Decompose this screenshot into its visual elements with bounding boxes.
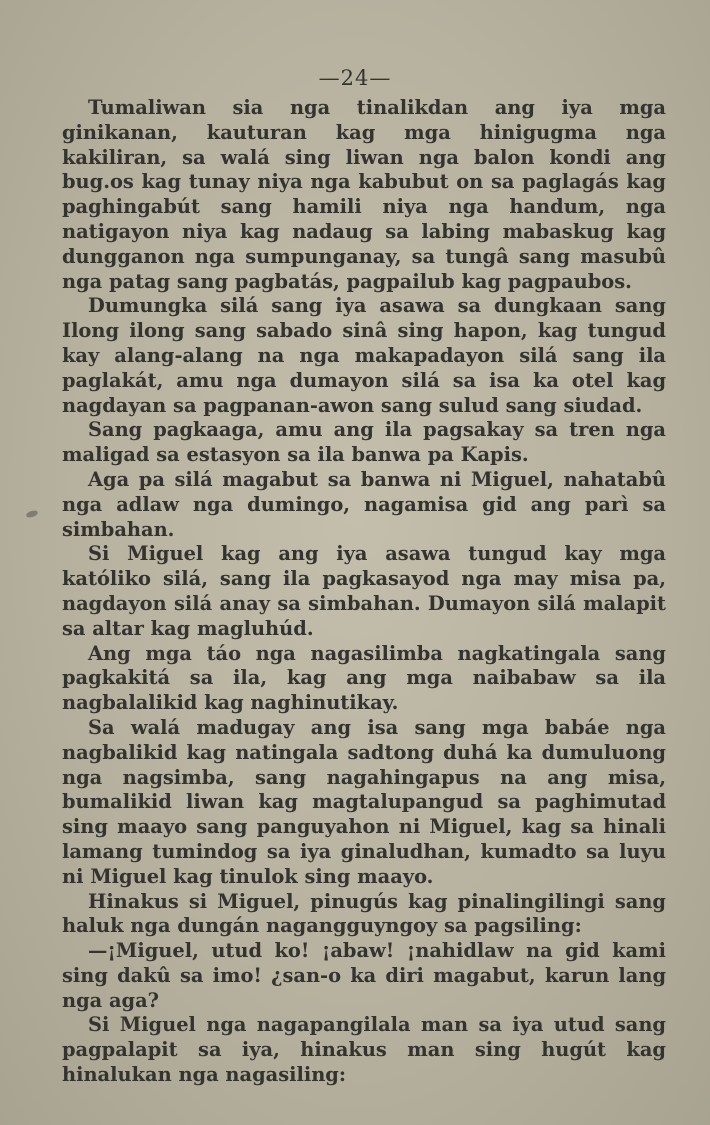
paragraph-7: Sa walá madugay ang isa sang mga babáe nga nagbalikid kag natingala sadtong duhá ka dumuluong nga nagsimba, sang nagahingapus na ang misa, bumalikid liwan kag magtalupangud sa paghimutad sing maayo sang panguyahon ni Miguel, kag sa hinali lamang tumindog sa iya ginaludhan, kumadto sa luyu ni Miguel kag tinulok sing maayo. bbox=[62, 715, 666, 888]
paragraph-1: Tumaliwan sia nga tinalikdan ang iya mga ginikanan, kauturan kag mga hinigugma nga kakiliran, sa walá sing liwan nga balon kondi ang bug.os kag tunay niya nga kabubut on sa paglagás kag paghingabút sang hamili niya nga handum, nga natigayon niya kag nadaug sa labing mabaskug kag dungganon nga sumpunganay, sa tungâ sang masubû nga patag sang pagbatás, pagpailub kag pagpaubos. bbox=[62, 96, 666, 293]
paragraph-8: Hinakus si Miguel, pinugús kag pinalingilingi sang haluk nga dungán nagangguyngoy sa pagsiling: bbox=[62, 889, 666, 938]
paragraph-10: Si Miguel nga nagapangilala man sa iya utud sang pagpalapit sa iya, hinakus man sing hugút kag hinalukan nga nagasiling: bbox=[62, 1013, 666, 1087]
body-text bbox=[62, 96, 666, 1088]
paragraph-4: Aga pa silá magabut sa banwa ni Miguel, nahatabû nga adlaw nga dumingo, nagamisa gid ang parì sa simbahan. bbox=[62, 467, 666, 541]
ink-blemish bbox=[25, 509, 38, 518]
paragraph-2: Dumungka silá sang iya asawa sa dungkaan sang Ilong ilong sang sabado sinâ sing hapon, kag tungud kay alang-alang na nga makapadayon silá sang ila paglakát, amu nga dumayon silá sa isa ka otel kag nagdayan sa pagpanan-awon sang sulud sang siudad. bbox=[62, 294, 666, 417]
page-number: —24— bbox=[318, 66, 392, 90]
paragraph-9: —¡Miguel, utud ko! ¡abaw! ¡nahidlaw na gid kami sing dakû sa imo! ¿san-o ka diri magabut, karun lang nga aga? bbox=[62, 939, 666, 1012]
paragraph-6: Ang mga táo nga nagasilimba nagkatingala sang pagkakitá sa ila, kag ang mga naibabaw sa ila nagbalalikid kag naghinutikay. bbox=[62, 641, 666, 715]
paragraph-3: Sang pagkaaga, amu ang ila pagsakay sa tren nga maligad sa estasyon sa ila banwa pa Kapis. bbox=[62, 418, 666, 467]
paragraph-5: Si Miguel kag ang iya asawa tungud kay mga katóliko silá, sang ila pagkasayod nga may misa pa, nagdayon silá anay sa simbahan. Dumayon silá malapit sa altar kag magluhúd. bbox=[62, 542, 666, 640]
